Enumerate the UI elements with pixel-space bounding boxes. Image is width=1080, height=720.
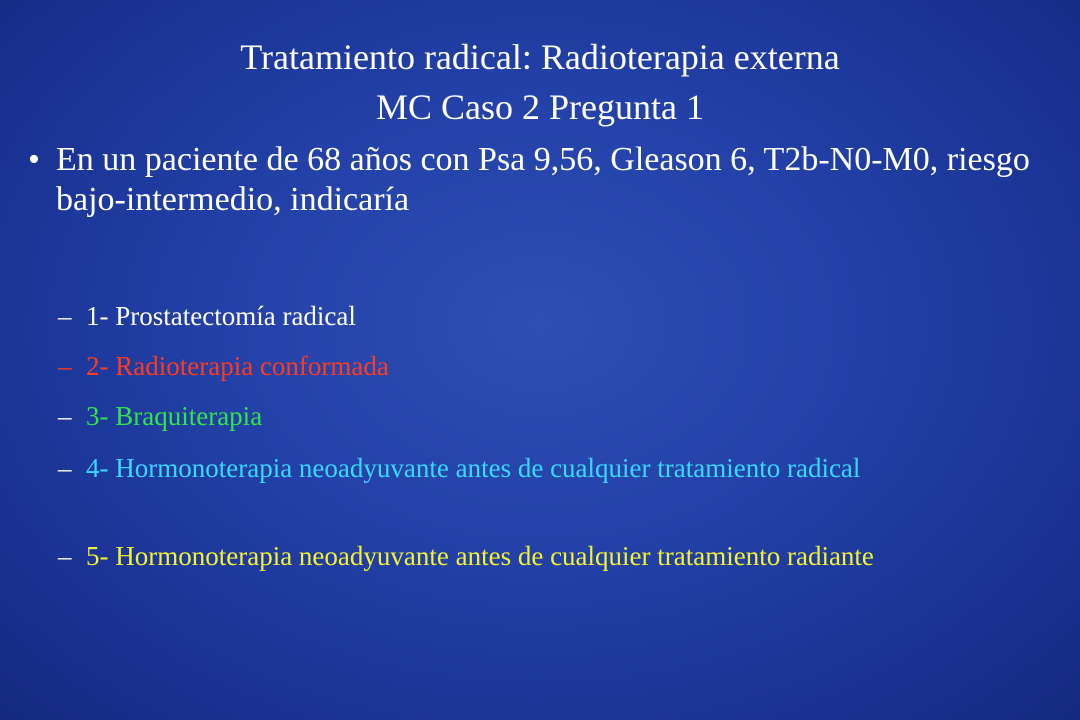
title-line-2: MC Caso 2 Pregunta 1 (376, 87, 704, 127)
bullet-icon: • (28, 141, 40, 178)
question-text: En un paciente de 68 años con Psa 9,56, Gleason 6, T2b-N0-M0, riesgo bajo-intermedio, indicaría (56, 141, 1030, 218)
slide-title (0, 32, 1080, 132)
option-text: 2- Radioterapia conformada (86, 351, 389, 381)
dash-icon: – (58, 351, 72, 381)
dash-icon: – (58, 453, 72, 483)
dash-icon: – (58, 401, 72, 431)
option-text: 3- Braquiterapia (86, 401, 263, 431)
title-line-1: Tratamiento radical: Radioterapia externa (240, 37, 840, 77)
option-text: 1- Prostatectomía radical (86, 301, 356, 331)
option-text: 4- Hormonoterapia neoadyuvante antes de cualquier tratamiento radical (86, 453, 861, 483)
option-text: 5- Hormonoterapia neoadyuvante antes de cualquier tratamiento radiante (86, 541, 874, 571)
dash-icon: – (58, 301, 72, 331)
dash-icon: – (58, 541, 72, 571)
